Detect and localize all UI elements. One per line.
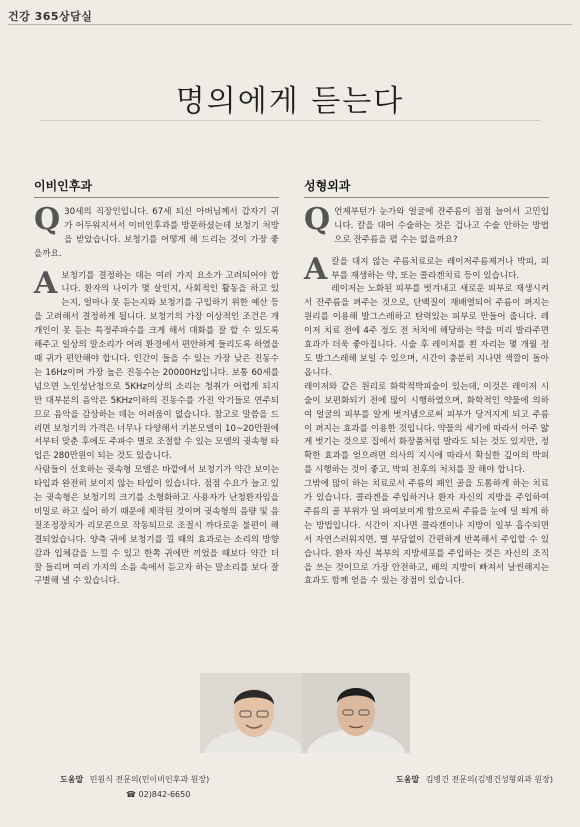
a-dropcap: A bbox=[304, 251, 328, 287]
ent-question-text: 30세의 직장인입니다. 67세 되신 아버님께서 갑자기 귀가 어두워지셔서 이비인후과를 방문하셨는데 보청기 처방을 받았습니다. 보청기를 어떻게 해 드리는 것이 가장 좋을까요. bbox=[34, 206, 279, 259]
doctor-portrait-left bbox=[200, 673, 308, 753]
ps-answer-paragraph: 칼을 대지 않는 주름치료로는 레이저주름제거나 박피, 피부를 재생하는 약, 또는 콜라겐치료 등이 있습니다. bbox=[331, 256, 549, 281]
ent-answer-paragraph: 사람들이 선호하는 귓속형 모델은 바깥에서 보청기가 약간 보이는 타입과 완전히 보이지 않는 타입이 있습니다. 점점 수요가 늘고 있는 귓속형은 보청기의 크기를 소형화하고 사용자가 난청환자임을 비밀로 하고 싶어 하기 때문에 제작된 것이며 귓속형의 음량 및 음질조정장치가 리모콘으로 작동되므로 조절시 까다로운 불편이 해결되었습니다. 양측 귀에 보청기를 낄 때의 효과로는 소리의 방향감과 입체감을 느낄 수 있고 한쪽 귀에만 끼었을 때보다 약간 더 잘 들리며 여러 가지의 소음 속에서 듣고자 하는 말소리를 보다 잘 구별해 낼 수 있습니다. bbox=[34, 465, 279, 587]
a-dropcap: A bbox=[34, 265, 58, 301]
ent-section-title: 이비인후과 bbox=[34, 180, 279, 198]
q-dropcap: Q bbox=[34, 201, 61, 237]
series-header: 건강 365상담실 bbox=[8, 10, 93, 23]
ent-help-label: 도움말 bbox=[60, 775, 84, 784]
ps-answer-paragraph: 레이저는 노화된 피부를 벗겨내고 새로운 피부로 재생시켜서 잔주름을 펴주는 것으로, 단백질이 재배열되어 주름이 펴지는 원리를 이용해 발그스레하고 탄력있는 피부로 만들어 줍니다. 레이저 치료 전에 4주 정도 전 처치에 해당하는 약을 미리 발라주면 효과가 더욱 좋아집니다. 시술 후 레이저를 쐰 자리는 몇 개월 정도 발그스레해 보일 수 있으며, 시간이 충분히 지나면 색깔이 돌아옵니다. bbox=[304, 284, 549, 378]
ps-doctor-caption bbox=[396, 774, 553, 785]
ps-section-title: 성형외과 bbox=[304, 180, 549, 198]
portrait-right-icon bbox=[302, 673, 410, 753]
ps-answer-paragraph: 그밖에 많이 하는 치료로서 주름의 패인 골을 도톰하게 하는 치료가 있습니다. 콜라겐을 주입하거나 환자 자신의 지방을 주입하여 주름의 골 부위가 덜 파여보이게 함으로써 주름을 눈에 덜 띄게 하는 방법입니다. 시간이 지나면 콜라겐이나 지방이 일부 흡수되면서 자연스러워지면, 별 부담없이 간편하게 반복해서 주입할 수 있습니다. 환자 자신 복부의 지방세포를 주입하는 것은 자신의 조직을 쓰는 것이므로 가장 안전하고, 배의 지방이 빠져서 날씬해지는 효과도 함께 얻을 수 있는 장점이 있습니다. bbox=[304, 479, 549, 587]
ps-doctor-name: 김병건 전문의(김병건성형외과 원장) bbox=[425, 775, 553, 784]
ent-column bbox=[34, 180, 279, 589]
plastic-surgery-column bbox=[304, 180, 549, 589]
ps-question bbox=[304, 201, 549, 248]
top-rule bbox=[8, 24, 572, 25]
portrait-left-icon bbox=[200, 673, 308, 753]
ent-answer-paragraph: 보청기를 결정하는 데는 여러 가지 요소가 고려되어야 합니다. 환자의 나이가 몇 살인지, 사회적인 활동을 하고 있는지, 얼마나 못 듣는지와 보청기를 구입하기 위한 예산 등을 고려해서 결정하게 됩니다. 보청기의 가장 이상적인 조건은 개개인이 못 듣는 특정주파수를 크게 해서 대화를 잘 할 수 있도록 해주고 일상의 말소리가 어려 환경에서 편안하게 들리도록 하였을 때 귀가 편안해야 합니다. 인간이 들을 수 있는 가장 낮은 진동수는 16Hz이며 가장 높은 진동수는 20000Hz입니다. 보통 60세를 넘으면 노인성난청으로 5KHz이상의 소리는 청취가 어렵게 되지만 대부분의 음악은 5KHz이하의 진동수를 가진 악기들로 연주되므로 음악을 감상하는 데는 어려움이 없습니다. 참고로 말씀을 드리면 보청기의 가격은 너무나 다양해서 기본모델이 10~20만원에서부터 맞춘 후에도 주파수 별로 조절할 수 있는 모델의 귓속형 타입은 280만원이 되는 것도 있습니다. bbox=[34, 270, 279, 462]
ent-answer bbox=[34, 265, 279, 590]
ent-question bbox=[34, 201, 279, 262]
ent-phone: ☎ 02)842-6650 bbox=[126, 790, 191, 799]
ps-answer-paragraph: 레이저와 같은 원리로 화학적박피술이 있는데, 이것은 레이저 시술이 보편화되기 전에 많이 시행하였으며, 화학적인 약물에 의하여 얼굴의 피부를 알게 벗겨냄으로써 피부가 당겨지게 되고 주름이 펴지는 효과를 이용한 것입니다. 약물의 세기에 따라서 아주 얇게 벗기는 것으로 집에서 화장품처럼 발라도 되는 것도 있지만, 정확한 효과를 얻으려면 의사의 지시에 따라서 확실한 깊이의 박피를 시행하는 것이 좋고, 박피 전후의 처치를 잘 해야 합니다. bbox=[304, 381, 549, 476]
ent-doctor-name: 민원식 전문의(민이비인후과 원장) bbox=[89, 775, 210, 784]
ent-doctor-caption bbox=[60, 774, 209, 785]
title-rule bbox=[40, 120, 540, 121]
ps-answer bbox=[304, 251, 549, 590]
q-dropcap: Q bbox=[304, 201, 331, 237]
page-title: 명의에게 듣는다 bbox=[175, 84, 405, 119]
ps-help-label: 도움말 bbox=[396, 775, 420, 784]
doctor-portrait-right bbox=[302, 673, 410, 753]
ps-question-text: 언제부턴가 눈가와 얼굴에 잔주름이 점점 늘어서 고민입니다. 칼을 대어 수술하는 것은 겁나고 수술 안하는 방법으로 잔주름을 펼 수는 없을까요? bbox=[334, 206, 549, 245]
